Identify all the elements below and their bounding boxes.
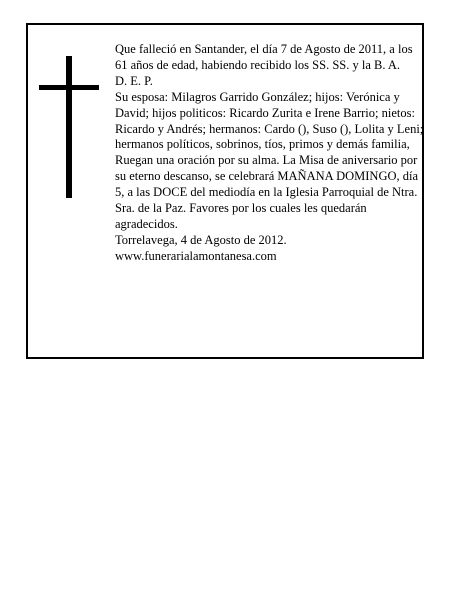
- cross-icon: [39, 56, 99, 198]
- obituary-notice: [26, 23, 424, 359]
- mass-announcement: Ruegan una oración por su alma. La Misa de aniversario por su eterno descanso, se celebrará MAÑANA DOMINGO, día 5, a las DOCE del mediodía en la Iglesia Parroquial de Ntra. Sra. de la Paz. Favores por los cuales les quedarán agradecidos.: [115, 153, 419, 231]
- notice-text: [115, 42, 425, 265]
- cross-horizontal-bar: [39, 85, 99, 90]
- place-date: Torrelavega, 4 de Agosto de 2012.: [115, 232, 287, 247]
- cross-vertical-bar: [66, 56, 72, 198]
- website-link[interactable]: www.funerarialamontanesa.com: [115, 248, 277, 263]
- death-announcement: Que falleció en Santander, el día 7 de Agosto de 2011, a los 61 años de edad, habiendo recibido los SS. SS. y la B. A.: [115, 42, 413, 72]
- family-list: Su esposa: Milagros Garrido González; hijos: Verónica y David; hijos politicos: Ricardo Zurita e Irene Barrio; nietos: Ricardo y Andrés; hermanos: Cardo (), Suso (), Lolita y Leni; hermanos políticos, sobrinos, tíos, primos y demás familia,: [115, 89, 424, 152]
- rest-in-peace: D. E. P.: [115, 73, 153, 88]
